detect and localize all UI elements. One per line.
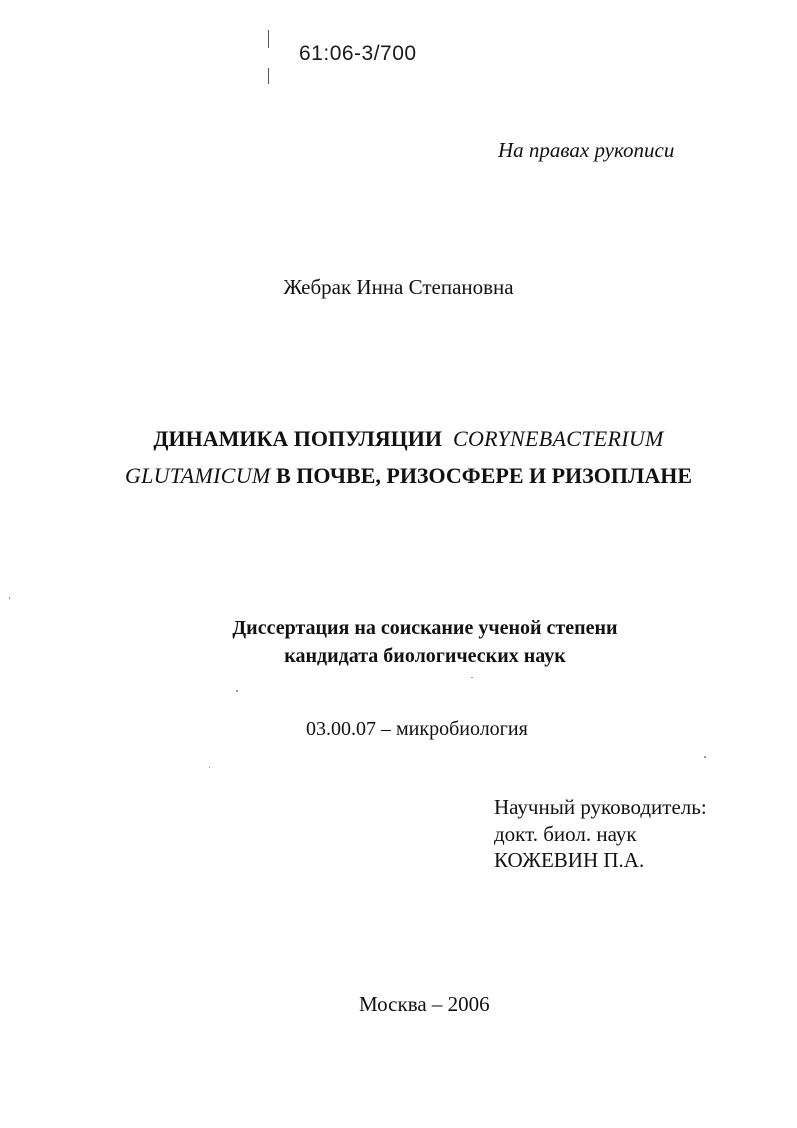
title-line1-italic: CORYNEBACTERIUM xyxy=(453,426,664,451)
supervisor-degree: докт. биол. наук xyxy=(494,822,637,846)
title-line1-regular: ДИНАМИКА ПОПУЛЯЦИИ xyxy=(153,426,442,451)
archive-code: 61:06-3/700 xyxy=(299,42,417,65)
title-line-1 xyxy=(0,426,797,452)
city-year: Москва – 2006 xyxy=(359,992,490,1016)
scan-speck xyxy=(471,677,473,678)
title-line-2 xyxy=(0,463,797,489)
degree-line-1: Диссертация на соискание ученой степени xyxy=(232,617,618,639)
degree-line-2: кандидата биологических наук xyxy=(284,645,566,667)
specialty: 03.00.07 – микробиология xyxy=(306,718,528,740)
supervisor-name: КОЖЕВИН П.А. xyxy=(494,848,645,872)
title-line2-regular: В ПОЧВЕ, РИЗОСФЕРЕ И РИЗОПЛАНЕ xyxy=(276,463,693,488)
manuscript-note: На правах рукописи xyxy=(498,138,675,162)
supervisor-role: Научный руководитель: xyxy=(494,795,707,819)
scan-speck xyxy=(704,756,706,758)
scan-speck xyxy=(236,690,238,692)
scan-speck xyxy=(9,597,10,599)
author-name: Жебрак Инна Степановна xyxy=(283,275,514,299)
stamp-mark xyxy=(268,68,269,84)
title-line2-italic: GLUTAMICUM xyxy=(124,463,271,488)
stamp-mark xyxy=(268,30,269,48)
scan-speck xyxy=(209,767,210,768)
